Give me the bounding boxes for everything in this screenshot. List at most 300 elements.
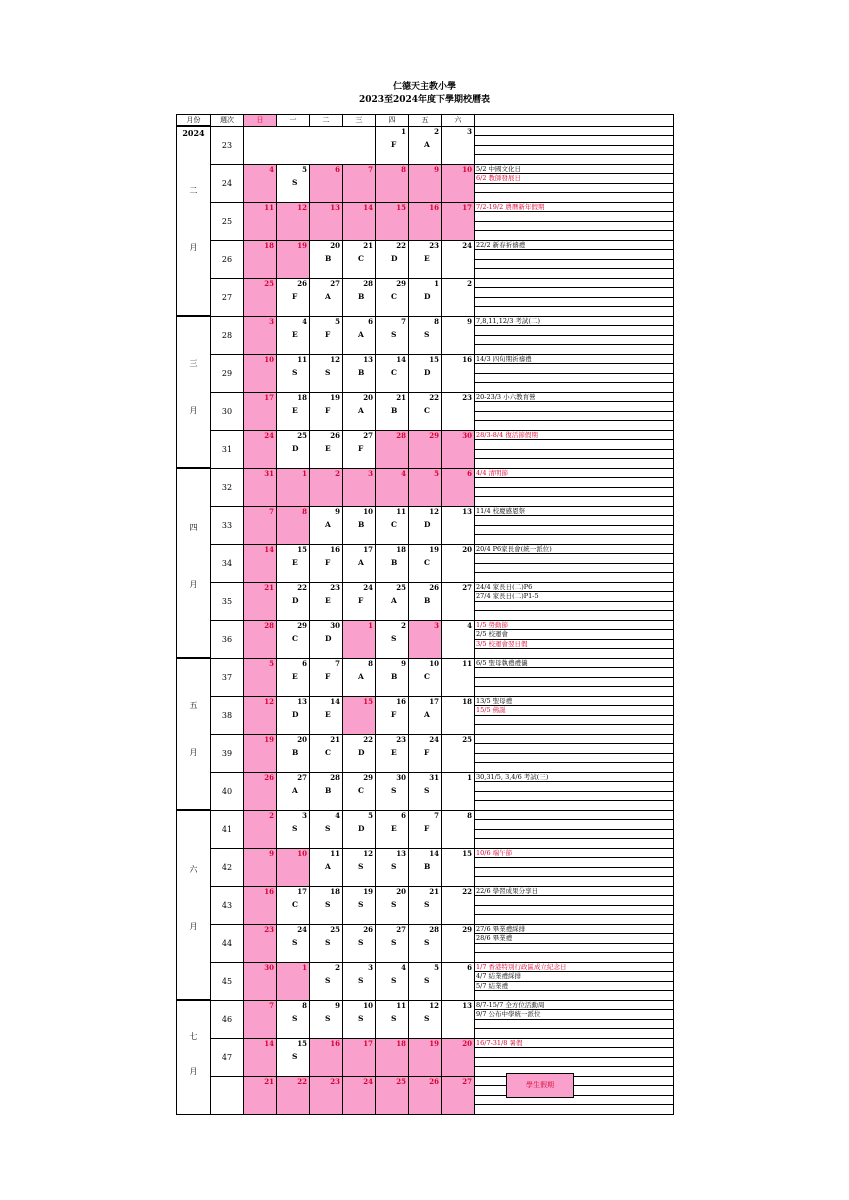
week-number: 31	[211, 430, 244, 468]
event-line	[475, 184, 673, 194]
day-cycle-letter: B	[391, 671, 398, 681]
day-number: 30	[264, 962, 274, 972]
day-cell	[409, 278, 442, 316]
day-cell	[343, 696, 376, 734]
events-cell	[475, 240, 674, 278]
event-line	[475, 516, 673, 526]
week-row	[177, 924, 674, 962]
day-number: 14	[396, 354, 406, 364]
day-number: 18	[462, 696, 472, 706]
event-line: 30,31/5, 3,4/6 考試(三)	[475, 773, 673, 783]
day-cell	[310, 772, 343, 810]
day-cycle-letter: C	[391, 519, 397, 529]
day-cell	[343, 468, 376, 506]
day-number: 20	[396, 886, 406, 896]
day-cycle-letter: S	[391, 899, 397, 909]
day-cell	[409, 1000, 442, 1038]
month-char: 三	[189, 359, 198, 369]
day-number: 27	[396, 924, 406, 934]
event-line	[475, 1077, 673, 1087]
day-cell	[409, 468, 442, 506]
day-cycle-letter: D	[424, 291, 431, 301]
month-char: 二	[189, 185, 198, 195]
day-cell	[409, 620, 442, 658]
day-number: 16	[462, 354, 472, 364]
day-cell	[310, 126, 343, 164]
day-number: 9	[467, 316, 472, 326]
day-number: 24	[429, 734, 439, 744]
day-number: 26	[297, 278, 307, 288]
day-number: 19	[330, 392, 340, 402]
week-row	[177, 772, 674, 810]
day-number: 20	[462, 1038, 472, 1048]
day-cycle-letter: F	[391, 709, 397, 719]
day-cell	[442, 810, 475, 848]
day-number: 27	[462, 1076, 472, 1086]
day-number: 16	[330, 544, 340, 554]
day-cell	[343, 962, 376, 1000]
week-row	[177, 240, 674, 278]
day-cell	[310, 506, 343, 544]
day-cell	[409, 126, 442, 164]
day-cell	[343, 620, 376, 658]
day-header-mon: 一	[277, 115, 310, 127]
day-number: 12	[330, 354, 340, 364]
day-cell	[442, 126, 475, 164]
event-line: 4/7 結業禮綵排	[475, 972, 673, 982]
day-number: 4	[401, 962, 406, 972]
event-line	[475, 725, 673, 734]
day-cycle-letter: S	[325, 937, 331, 947]
day-cell	[376, 468, 409, 506]
day-number: 13	[462, 506, 472, 516]
event-line	[475, 678, 673, 688]
day-cell	[310, 658, 343, 696]
day-cell	[343, 886, 376, 924]
day-cycle-letter: B	[325, 253, 332, 263]
day-number: 11	[297, 354, 307, 364]
day-cell	[277, 506, 310, 544]
day-cycle-letter: E	[325, 443, 331, 453]
day-number: 15	[297, 1038, 307, 1048]
day-number: 8	[302, 1000, 307, 1010]
day-cycle-letter: S	[292, 823, 298, 833]
week-number: 40	[211, 772, 244, 810]
week-row	[177, 468, 674, 506]
day-cell	[244, 810, 277, 848]
day-cell	[343, 1038, 376, 1076]
day-cell	[409, 734, 442, 772]
events-cell	[475, 924, 674, 962]
day-cell	[343, 126, 376, 164]
event-line: 7,8,11,12/3 考試(二)	[475, 317, 673, 327]
day-number: 23	[462, 392, 472, 402]
day-cell	[442, 202, 475, 240]
week-row	[177, 962, 674, 1000]
week-number: 45	[211, 962, 244, 1000]
day-number: 10	[264, 354, 274, 364]
event-line	[475, 668, 673, 678]
day-cell	[244, 202, 277, 240]
day-cycle-letter: S	[424, 1013, 430, 1023]
day-cycle-letter: S	[358, 1013, 364, 1023]
month-char: 月	[189, 405, 198, 415]
day-cycle-letter: S	[325, 823, 331, 833]
day-number: 11	[396, 1000, 406, 1010]
month-label	[177, 126, 211, 316]
day-cell	[244, 848, 277, 886]
day-cell	[376, 506, 409, 544]
day-cell	[310, 316, 343, 354]
event-line: 28/6 畢業禮	[475, 934, 673, 944]
day-number: 30	[462, 430, 472, 440]
event-line	[475, 915, 673, 924]
day-cycle-letter: F	[325, 671, 331, 681]
day-cycle-letter: B	[325, 785, 332, 795]
events-cell	[475, 506, 674, 544]
month-char: 六	[189, 864, 198, 874]
day-cell	[376, 316, 409, 354]
day-cell	[409, 354, 442, 392]
day-header-sun: 日	[244, 115, 277, 127]
day-cell	[376, 354, 409, 392]
event-line	[475, 858, 673, 868]
day-cell	[310, 1038, 343, 1076]
day-cycle-letter: S	[292, 177, 298, 187]
day-number: 13	[330, 202, 340, 212]
day-cycle-letter: S	[325, 367, 331, 377]
week-number: 28	[211, 316, 244, 354]
day-cell	[244, 506, 277, 544]
day-number: 18	[264, 240, 274, 250]
week-number: 32	[211, 468, 244, 506]
day-number: 1	[434, 278, 439, 288]
week-number: 30	[211, 392, 244, 430]
day-number: 2	[467, 278, 472, 288]
week-number: 46	[211, 1000, 244, 1038]
day-cell	[343, 506, 376, 544]
day-cycle-letter: B	[391, 557, 398, 567]
day-cell	[409, 924, 442, 962]
week-row	[177, 658, 674, 696]
events-cell	[475, 392, 674, 430]
event-line	[475, 896, 673, 906]
day-cell	[277, 1076, 310, 1114]
day-cell	[310, 430, 343, 468]
day-cell	[277, 126, 310, 164]
day-number: 20	[330, 240, 340, 250]
month-label	[177, 810, 211, 1000]
day-number: 2	[335, 962, 340, 972]
day-cell	[244, 582, 277, 620]
day-number: 10	[363, 1000, 373, 1010]
day-number: 16	[429, 202, 439, 212]
month-label	[177, 1000, 211, 1114]
events-cell	[475, 886, 674, 924]
day-cell	[376, 544, 409, 582]
events-cell	[475, 696, 674, 734]
day-cell	[442, 240, 475, 278]
day-cell	[409, 658, 442, 696]
week-number: 37	[211, 658, 244, 696]
day-cycle-letter: D	[424, 367, 431, 377]
day-cycle-letter: E	[391, 823, 397, 833]
day-cycle-letter: B	[424, 861, 431, 871]
day-cell	[376, 202, 409, 240]
week-row	[177, 848, 674, 886]
day-cycle-letter: F	[391, 139, 397, 149]
event-line	[475, 269, 673, 278]
day-number: 4	[269, 164, 274, 174]
day-cycle-letter: S	[325, 899, 331, 909]
day-cell	[310, 620, 343, 658]
calendar-title: 2023至2024年度下學期校曆表	[358, 95, 491, 105]
event-line	[475, 146, 673, 156]
day-cell	[310, 696, 343, 734]
event-line	[475, 906, 673, 916]
event-line	[475, 412, 673, 422]
day-cycle-letter: S	[424, 899, 430, 909]
day-number: 23	[396, 734, 406, 744]
event-line	[475, 611, 673, 620]
day-number: 15	[363, 696, 373, 706]
event-line	[475, 735, 673, 745]
week-row	[177, 316, 674, 354]
day-cell	[376, 848, 409, 886]
day-cell	[343, 354, 376, 392]
day-cycle-letter: D	[358, 823, 365, 833]
day-cell	[442, 1038, 475, 1076]
day-cycle-letter: S	[325, 975, 331, 985]
day-number: 3	[368, 962, 373, 972]
events-cell	[475, 278, 674, 316]
day-cell	[343, 582, 376, 620]
events-cell	[475, 202, 674, 240]
day-number: 1	[302, 962, 307, 972]
day-cell	[376, 126, 409, 164]
week-row	[177, 164, 674, 202]
day-number: 19	[363, 886, 373, 896]
day-cell	[442, 696, 475, 734]
day-number: 25	[330, 924, 340, 934]
day-number: 7	[269, 506, 274, 516]
day-number: 9	[269, 848, 274, 858]
day-cell	[442, 1000, 475, 1038]
day-cycle-letter: B	[358, 367, 365, 377]
week-number: 44	[211, 924, 244, 962]
day-number: 21	[264, 1076, 274, 1086]
event-line: 27/4 家長日(二)P1-5	[475, 592, 673, 602]
day-number: 11	[330, 848, 340, 858]
day-number: 25	[297, 430, 307, 440]
day-cell	[442, 278, 475, 316]
day-cycle-letter: S	[391, 329, 397, 339]
day-cell	[310, 924, 343, 962]
event-line	[475, 136, 673, 146]
events-cell	[475, 544, 674, 582]
day-number: 19	[429, 544, 439, 554]
event-line	[475, 1086, 673, 1096]
day-cycle-letter: A	[292, 785, 298, 795]
day-number: 7	[434, 810, 439, 820]
day-number: 21	[330, 734, 340, 744]
week-row	[177, 1076, 674, 1114]
year-label: 2024	[182, 128, 205, 138]
month-char: 四	[189, 522, 198, 532]
day-cycle-letter: F	[424, 823, 430, 833]
day-cell	[310, 886, 343, 924]
day-number: 9	[335, 1000, 340, 1010]
event-line	[475, 497, 673, 506]
event-line	[475, 801, 673, 810]
day-cycle-letter: F	[358, 595, 364, 605]
day-cycle-letter: A	[424, 139, 430, 149]
day-cell	[343, 658, 376, 696]
day-cycle-letter: S	[424, 329, 430, 339]
day-cycle-letter: S	[391, 975, 397, 985]
day-cycle-letter: A	[358, 671, 364, 681]
day-number: 18	[330, 886, 340, 896]
day-cell	[442, 468, 475, 506]
day-number: 15	[462, 848, 472, 858]
day-cell	[343, 772, 376, 810]
day-number: 16	[264, 886, 274, 896]
day-cell	[277, 468, 310, 506]
day-cycle-letter: D	[391, 253, 398, 263]
event-line: 3/5 校運會翌日假	[475, 640, 673, 650]
event-line: 6/5 聖母執禮禮儀	[475, 659, 673, 669]
day-header-fri: 五	[409, 115, 442, 127]
day-cell	[277, 430, 310, 468]
events-cell	[475, 734, 674, 772]
day-cycle-letter: S	[391, 785, 397, 795]
day-cycle-letter: E	[292, 557, 298, 567]
day-cycle-letter: F	[325, 329, 331, 339]
week-row	[177, 544, 674, 582]
event-line: 1/5 勞動節	[475, 621, 673, 631]
week-number: 26	[211, 240, 244, 278]
day-number: 8	[368, 658, 373, 668]
event-line	[475, 307, 673, 316]
day-cycle-letter: C	[424, 405, 430, 415]
day-number: 14	[330, 696, 340, 706]
event-line: 6/2 教師發展日	[475, 174, 673, 184]
day-number: 26	[264, 772, 274, 782]
event-line: 15/5 佛誕	[475, 706, 673, 716]
day-number: 25	[396, 582, 406, 592]
week-number: 33	[211, 506, 244, 544]
event-line	[475, 602, 673, 612]
event-line	[475, 298, 673, 308]
day-header-sat: 六	[442, 115, 475, 127]
day-cell	[310, 1000, 343, 1038]
day-number: 6	[368, 316, 373, 326]
day-number: 22	[297, 1076, 307, 1086]
day-cell	[277, 886, 310, 924]
events-cell	[475, 620, 674, 658]
day-number: 24	[462, 240, 472, 250]
day-cell	[343, 278, 376, 316]
event-line	[475, 1058, 673, 1068]
day-header-thu: 四	[376, 115, 409, 127]
day-number: 5	[434, 468, 439, 478]
week-row	[177, 734, 674, 772]
day-number: 6	[467, 468, 472, 478]
day-number: 29	[297, 620, 307, 630]
day-cycle-letter: B	[424, 595, 431, 605]
event-line	[475, 649, 673, 658]
day-number: 12	[264, 696, 274, 706]
events-cell	[475, 1076, 674, 1114]
day-cycle-letter: S	[424, 937, 430, 947]
day-cell	[409, 1038, 442, 1076]
day-number: 24	[363, 582, 373, 592]
event-line: 14/3 四旬期祈禱禮	[475, 355, 673, 365]
day-cell	[376, 924, 409, 962]
event-line	[475, 564, 673, 574]
day-cycle-letter: S	[391, 1013, 397, 1023]
day-cell	[442, 316, 475, 354]
day-number: 14	[363, 202, 373, 212]
week-number: 24	[211, 164, 244, 202]
day-cycle-letter: D	[292, 709, 299, 719]
event-line	[475, 450, 673, 460]
day-number: 24	[264, 430, 274, 440]
event-line	[475, 260, 673, 270]
month-label	[177, 658, 211, 810]
day-cell	[343, 240, 376, 278]
event-line	[475, 421, 673, 430]
day-number: 13	[462, 1000, 472, 1010]
event-line: 20-23/3 小六教育營	[475, 393, 673, 403]
day-cycle-letter: S	[424, 785, 430, 795]
day-number: 5	[269, 658, 274, 668]
day-cell	[310, 240, 343, 278]
day-cycle-letter: C	[424, 671, 430, 681]
day-number: 12	[429, 506, 439, 516]
day-number: 4	[335, 810, 340, 820]
events-cell	[475, 468, 674, 506]
day-number: 11	[462, 658, 472, 668]
day-cell	[244, 734, 277, 772]
day-cell	[376, 810, 409, 848]
day-number: 1	[302, 468, 307, 478]
event-line	[475, 687, 673, 696]
day-number: 17	[462, 202, 472, 212]
event-line	[475, 820, 673, 830]
day-number: 1	[368, 620, 373, 630]
day-cell	[277, 620, 310, 658]
day-cell	[277, 392, 310, 430]
day-cell	[244, 468, 277, 506]
day-cycle-letter: S	[391, 937, 397, 947]
event-line	[475, 535, 673, 544]
event-line	[475, 1067, 673, 1076]
day-number: 25	[264, 278, 274, 288]
day-cycle-letter: C	[325, 747, 331, 757]
day-number: 21	[264, 582, 274, 592]
month-char: 月	[189, 747, 198, 757]
day-cycle-letter: A	[424, 709, 430, 719]
day-number: 9	[434, 164, 439, 174]
school-calendar-table	[176, 114, 674, 1115]
month-char: 七	[189, 1032, 198, 1041]
event-line	[475, 763, 673, 772]
day-number: 1	[401, 126, 406, 136]
event-line: 9/7 公布中學統一派位	[475, 1010, 673, 1020]
day-cell	[310, 962, 343, 1000]
day-cell	[409, 696, 442, 734]
